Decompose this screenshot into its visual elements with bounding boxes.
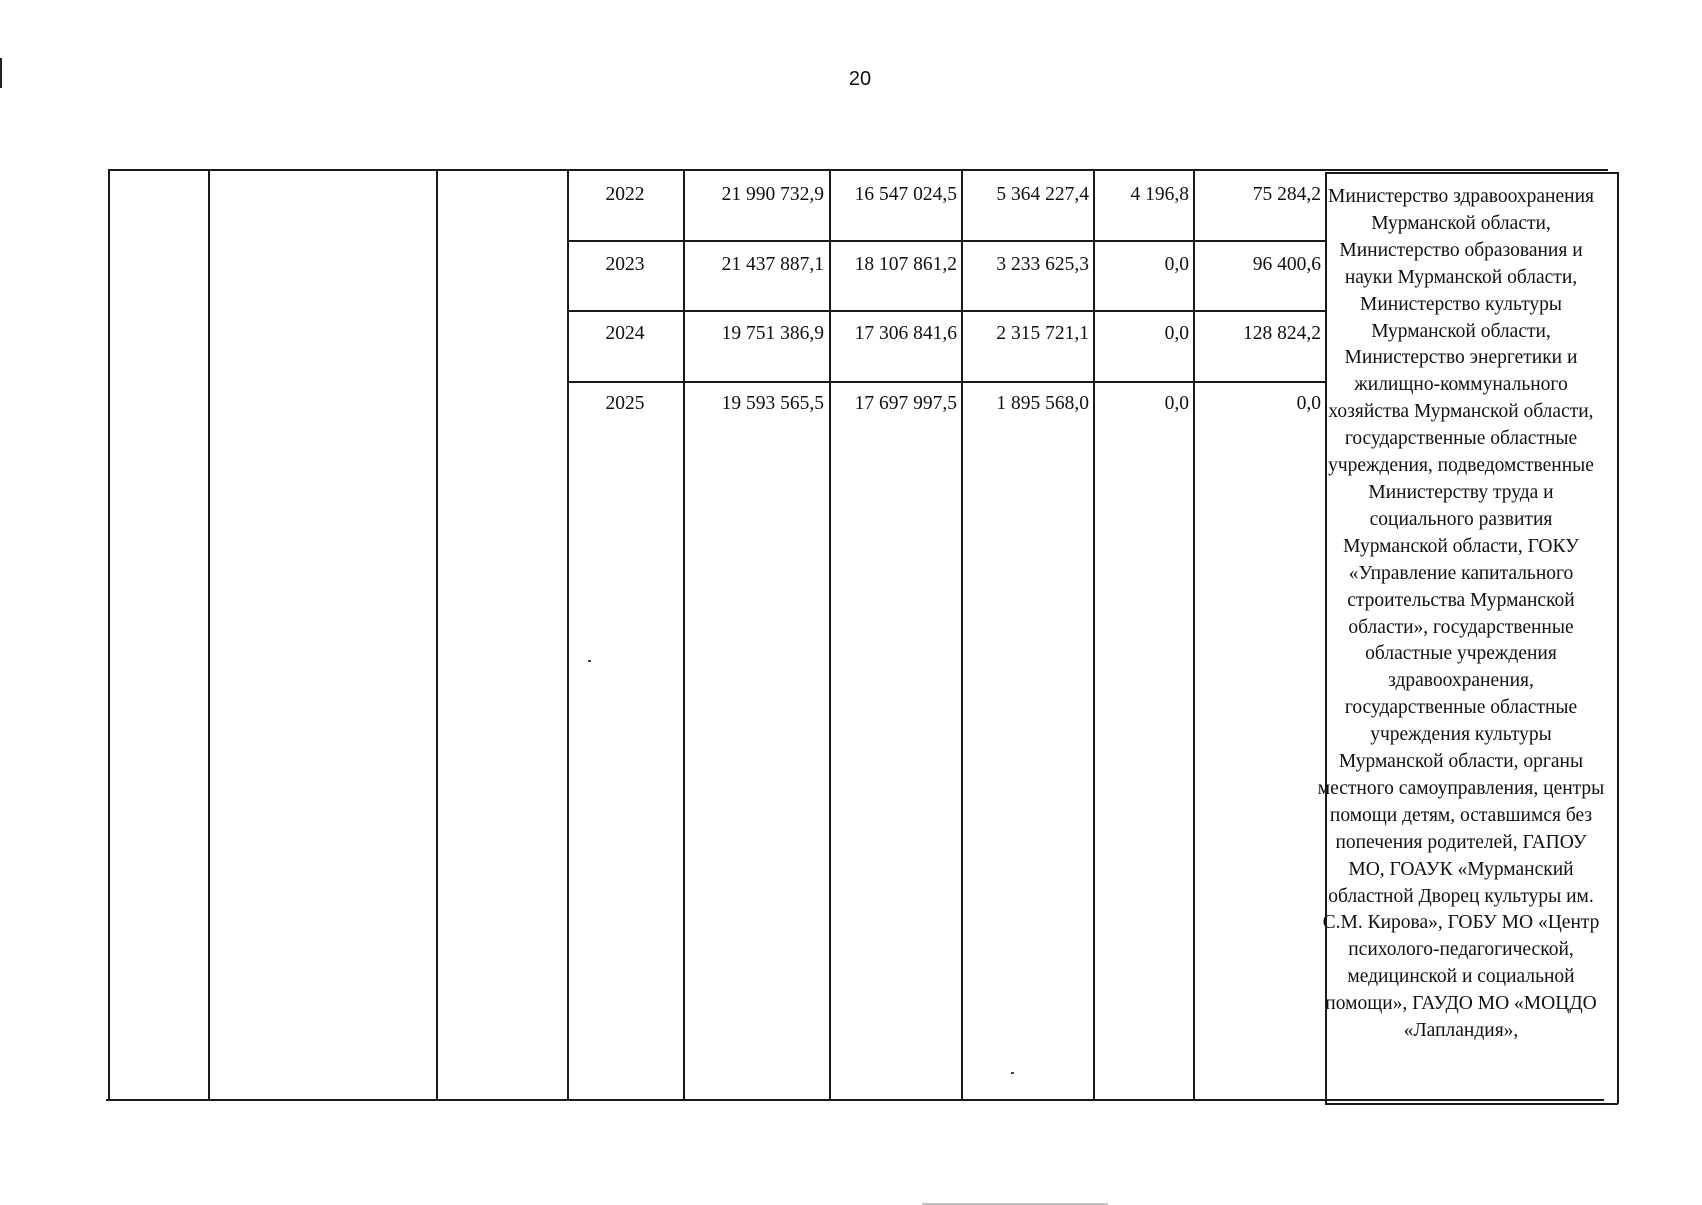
table-cell-value: 4 196,8 [1130,184,1189,205]
column-divider [1193,169,1195,1100]
column-divider [208,169,210,1100]
table-cell-value: 0,0 [1296,393,1321,414]
scan-speck [588,660,591,662]
table-row-year: 2025 [605,393,645,414]
table-cell-total: 21 990 732,9 [721,184,824,205]
table-bottom-border [106,1099,1604,1101]
table-cell-value: 17 306 841,6 [854,323,957,344]
executor-cell-bottom [1325,1103,1618,1105]
column-divider [829,169,831,1100]
executor-cell-top [1325,172,1618,174]
table-row-year: 2023 [605,254,645,275]
column-divider [567,169,569,1100]
scan-margin-mark [0,58,2,88]
table-cell-value: 18 107 861,2 [854,254,957,275]
table-cell-value: 17 697 997,5 [854,393,957,414]
scan-speck [1011,1072,1014,1074]
row-divider [567,310,1327,312]
table-cell-value: 128 824,2 [1243,323,1321,344]
table-cell-value: 1 895 568,0 [996,393,1089,414]
table-top-border [110,169,1608,171]
table-cell-value: 0,0 [1164,393,1189,414]
table-cell-value: 75 284,2 [1252,184,1321,205]
table-cell-value: 3 233 625,3 [996,254,1089,275]
row-divider [567,240,1327,242]
table-cell-value: 96 400,6 [1252,254,1321,275]
table-cell-value: 0,0 [1164,323,1189,344]
table-cell-value: 0,0 [1164,254,1189,275]
column-divider [683,169,685,1100]
table-row-year: 2024 [605,323,645,344]
column-divider [961,169,963,1100]
table-cell-value: 2 315 721,1 [996,323,1089,344]
table-cell-total: 21 437 887,1 [721,254,824,275]
column-divider [1093,169,1095,1100]
table-row-year: 2022 [605,184,645,205]
table-cell-value: 16 547 024,5 [854,184,957,205]
table-cell-total: 19 593 565,5 [721,393,824,414]
executors-cell: Министерство здравоохранения Мурманской области, Министерство образования и науки Мурманской области, Министерство культуры Мурманской области, Министерство энергетики и жилищно-коммунального хозяйства Мурманской области, государственные областные учреждения, подведомственные Министерству труда и социального развития Мурманской области, ГОКУ «Управление капитального строительства Мурманской области», государственные областные учреждения здравоохранения, государственные областные учреждения культуры Мурманской области, органы местного самоуправления, центры помощи детям, оставшимся без попечения родителей, ГАПОУ МО, ГОАУК «Мурманский областной Дворец культуры им. С.М. Кирова», ГОБУ МО «Центр психолого-педагогической, медицинской и социальной помощи», ГАУДО МО «МОЦДО «Лапландия», [1317,186,1605,1042]
table-cell-total: 19 751 386,9 [721,323,824,344]
column-divider [1617,172,1619,1104]
page-number: 20 [848,68,872,90]
column-divider [436,169,438,1100]
column-divider [108,169,110,1100]
table-cell-value: 5 364 227,4 [996,184,1089,205]
row-divider [567,381,1327,383]
